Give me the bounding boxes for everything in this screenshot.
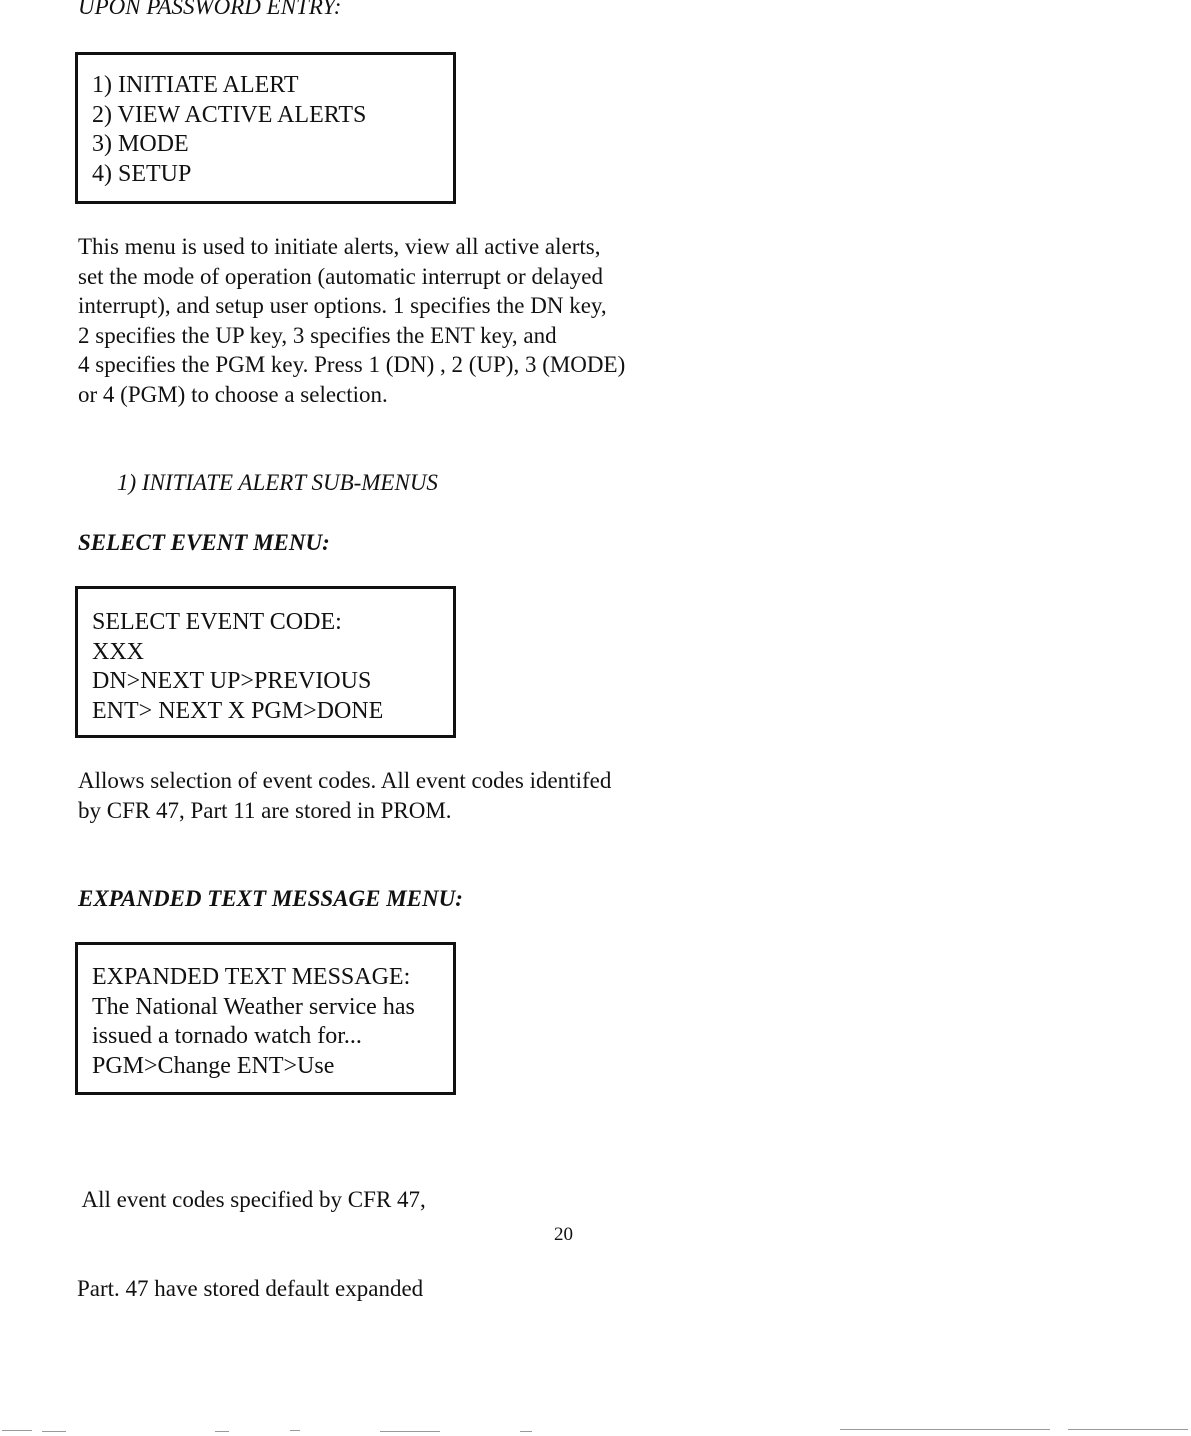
main-menu-line: 1) INITIATE ALERT [92, 72, 299, 98]
description-line: interrupt), and setup user options. 1 specifies the DN key, [78, 293, 607, 319]
expanded-text-display [75, 942, 456, 1095]
select-event-display [75, 586, 456, 738]
select-event-line: XXX [92, 638, 144, 665]
select-event-line: ENT> NEXT X PGM>DONE [92, 697, 384, 724]
description-line: by CFR 47, Part 11 are stored in PROM. [78, 797, 452, 823]
description-line: 2 specifies the UP key, 3 specifies the ENT key, and [78, 322, 557, 348]
select-event-line: DN>NEXT UP>PREVIOUS [92, 668, 372, 695]
select-event-menu-heading: SELECT EVENT MENU: [78, 530, 330, 555]
main-menu-display [75, 52, 456, 204]
expanded-text-description [77, 1126, 426, 1333]
main-menu-line: 2) VIEW ACTIVE ALERTS [92, 101, 367, 128]
initiate-alert-submenus-heading: 1) INITIATE ALERT SUB-MENUS [117, 470, 438, 495]
expanded-text-line: PGM>Change ENT>Use [92, 1052, 335, 1079]
select-event-description [78, 766, 611, 825]
description-line: Part. 47 have stored default expanded [77, 1275, 424, 1301]
main-menu-line: 3) MODE [92, 131, 189, 158]
description-line: All event codes specified by CFR 47, [77, 1187, 426, 1213]
description-line: set the mode of operation (automatic interrupt or delayed [78, 263, 603, 289]
expanded-text-line: issued a tornado watch for... [92, 1023, 362, 1050]
page-number: 20 [554, 1224, 573, 1245]
description-line: or 4 (PGM) to choose a selection. [78, 381, 388, 407]
description-line: 4 specifies the PGM key. Press 1 (DN) , 2 (UP), 3 (MODE) [78, 352, 626, 378]
expanded-text-line: The National Weather service has [92, 993, 415, 1020]
main-menu-line: 4) SETUP [92, 160, 192, 187]
expanded-text-menu-heading: EXPANDED TEXT MESSAGE MENU: [78, 886, 463, 911]
description-line: Allows selection of event codes. All event codes identifed [78, 768, 612, 793]
select-event-line: SELECT EVENT CODE: [92, 609, 342, 635]
expanded-text-line: EXPANDED TEXT MESSAGE: [92, 964, 411, 990]
main-menu-description [78, 232, 625, 410]
password-entry-heading: UPON PASSWORD ENTRY: [78, 0, 342, 19]
description-line: This menu is used to initiate alerts, view all active alerts, [78, 234, 601, 259]
